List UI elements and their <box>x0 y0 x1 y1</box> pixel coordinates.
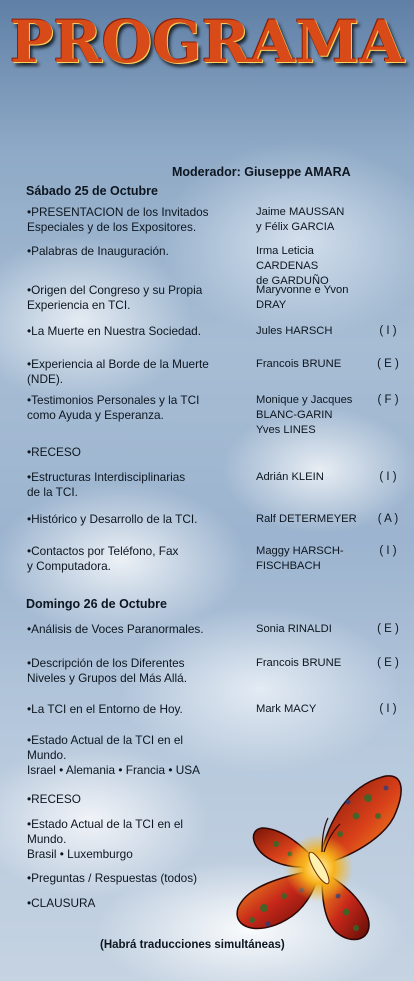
agenda-item-text <box>27 622 242 637</box>
agenda-item-line: •La Muerte en Nuestra Sociedad. <box>27 324 201 338</box>
moderator-line: Moderador: Giuseppe AMARA <box>172 165 351 179</box>
agenda-item-line: Experiencia en TCI. <box>27 298 131 312</box>
footer-note: (Habrá traducciones simultáneas) <box>100 939 285 951</box>
speaker <box>256 470 366 485</box>
speaker-line: Francois BRUNE <box>256 657 342 669</box>
agenda-item-text <box>27 244 242 259</box>
agenda-item-line: •RECESO <box>27 792 81 806</box>
agenda-item-line: •Experiencia al Borde de la Muerte <box>27 357 209 371</box>
speaker-line: Jules HARSCH <box>256 325 333 337</box>
agenda-item-text <box>27 512 242 527</box>
agenda-item-text <box>27 445 242 460</box>
language-code: ( E ) <box>377 358 399 370</box>
speaker-line: Maggy HARSCH- <box>256 545 344 557</box>
speaker <box>256 393 366 438</box>
agenda-item-line: •RECESO <box>27 445 81 459</box>
agenda-item-line: y Computadora. <box>27 559 111 573</box>
language-code: ( I ) <box>379 471 397 483</box>
speaker-line: y Félix GARCIA <box>256 221 335 233</box>
agenda-item-line: como Ayuda y Esperanza. <box>27 408 164 422</box>
speaker <box>256 205 366 235</box>
speaker-line: Adrián KLEIN <box>256 471 324 483</box>
agenda-item-line: •Palabras de Inauguración. <box>27 244 169 258</box>
language-code: ( E ) <box>377 657 399 669</box>
speaker-line: Maryvonne e Yvon DRAY <box>256 284 349 311</box>
agenda-item-text <box>27 792 242 807</box>
language-code: ( E ) <box>377 623 399 635</box>
speaker <box>256 702 366 717</box>
agenda-item-line: •Origen del Congreso y su Propia <box>27 283 203 297</box>
agenda-item-text <box>27 733 242 778</box>
day-heading-sunday: Domingo 26 de Octubre <box>26 597 167 611</box>
agenda-item-text <box>27 656 242 686</box>
agenda-item-text <box>27 393 242 423</box>
speaker-line: Yves LINES <box>256 424 316 436</box>
speaker-line: FISCHBACH <box>256 560 321 572</box>
speaker-line: Monique y Jacques <box>256 394 353 406</box>
agenda-item-line: Mundo. <box>27 832 67 846</box>
speaker <box>256 357 366 372</box>
agenda-item-line: de la TCI. <box>27 485 78 499</box>
speaker <box>256 622 366 637</box>
agenda-item-line: Israel • Alemania • Francia • USA <box>27 763 201 777</box>
agenda-item-text <box>27 544 242 574</box>
speaker-line: Mark MACY <box>256 703 317 715</box>
agenda-item-line: •CLAUSURA <box>27 896 96 910</box>
speaker-line: BLANC-GARIN <box>256 409 333 421</box>
agenda-item-line: •Análisis de Voces Paranormales. <box>27 622 204 636</box>
speaker <box>256 324 366 339</box>
agenda-item-line: •Preguntas / Respuestas (todos) <box>27 871 198 885</box>
language-code: ( A ) <box>377 513 399 525</box>
speaker-line: Francois BRUNE <box>256 358 342 370</box>
butterfly-illustration <box>228 772 410 950</box>
speaker-line: Ralf DETERMEYER <box>256 513 357 525</box>
speaker-line: de GARDUÑO <box>256 275 329 287</box>
agenda-item-line: •Estructuras Interdisciplinarias <box>27 470 186 484</box>
agenda-item-line: •Contactos por Teléfono, Fax <box>27 544 179 558</box>
day-heading-saturday: Sábado 25 de Octubre <box>26 184 158 198</box>
agenda-item-line: Mundo. <box>27 748 67 762</box>
agenda-item-text <box>27 324 242 339</box>
speaker-line: Irma Leticia CARDENAS <box>256 245 319 272</box>
agenda-item-line: •La TCI en el Entorno de Hoy. <box>27 702 183 716</box>
speaker-line: Sonia RINALDI <box>256 623 332 635</box>
language-code: ( I ) <box>379 325 397 337</box>
agenda-item-text <box>27 205 242 235</box>
agenda-item-text <box>27 702 242 717</box>
speaker <box>256 283 366 313</box>
speaker <box>256 512 366 527</box>
agenda-item-text <box>27 896 242 911</box>
language-code: ( F ) <box>377 394 399 406</box>
agenda-item-text <box>27 357 242 387</box>
agenda-item-text <box>27 470 242 500</box>
agenda-item-line: •Histórico y Desarrollo de la TCI. <box>27 512 198 526</box>
agenda-item-line: •Descripción de los Diferentes <box>27 656 185 670</box>
page-title: PROGRAMA <box>9 8 405 76</box>
language-code: ( I ) <box>379 545 397 557</box>
agenda-item-text <box>27 817 242 862</box>
language-code: ( I ) <box>379 703 397 715</box>
agenda-item-line: •Estado Actual de la TCI en el <box>27 733 184 747</box>
agenda-item-line: (NDE). <box>27 372 64 386</box>
agenda-item-line: •PRESENTACION de los Invitados <box>27 205 209 219</box>
agenda-item-line: Brasil • Luxemburgo <box>27 847 133 861</box>
agenda-item-line: Especiales y de los Expositores. <box>27 220 197 234</box>
agenda-item-line: Niveles y Grupos del Más Allá. <box>27 671 187 685</box>
speaker <box>256 656 366 671</box>
agenda-item-text <box>27 283 242 313</box>
agenda-item-text <box>27 871 242 886</box>
speaker-line: Jaime MAUSSAN <box>256 206 345 218</box>
speaker <box>256 544 366 574</box>
agenda-item-line: •Testimonios Personales y la TCI <box>27 393 200 407</box>
agenda-item-line: •Estado Actual de la TCI en el <box>27 817 184 831</box>
